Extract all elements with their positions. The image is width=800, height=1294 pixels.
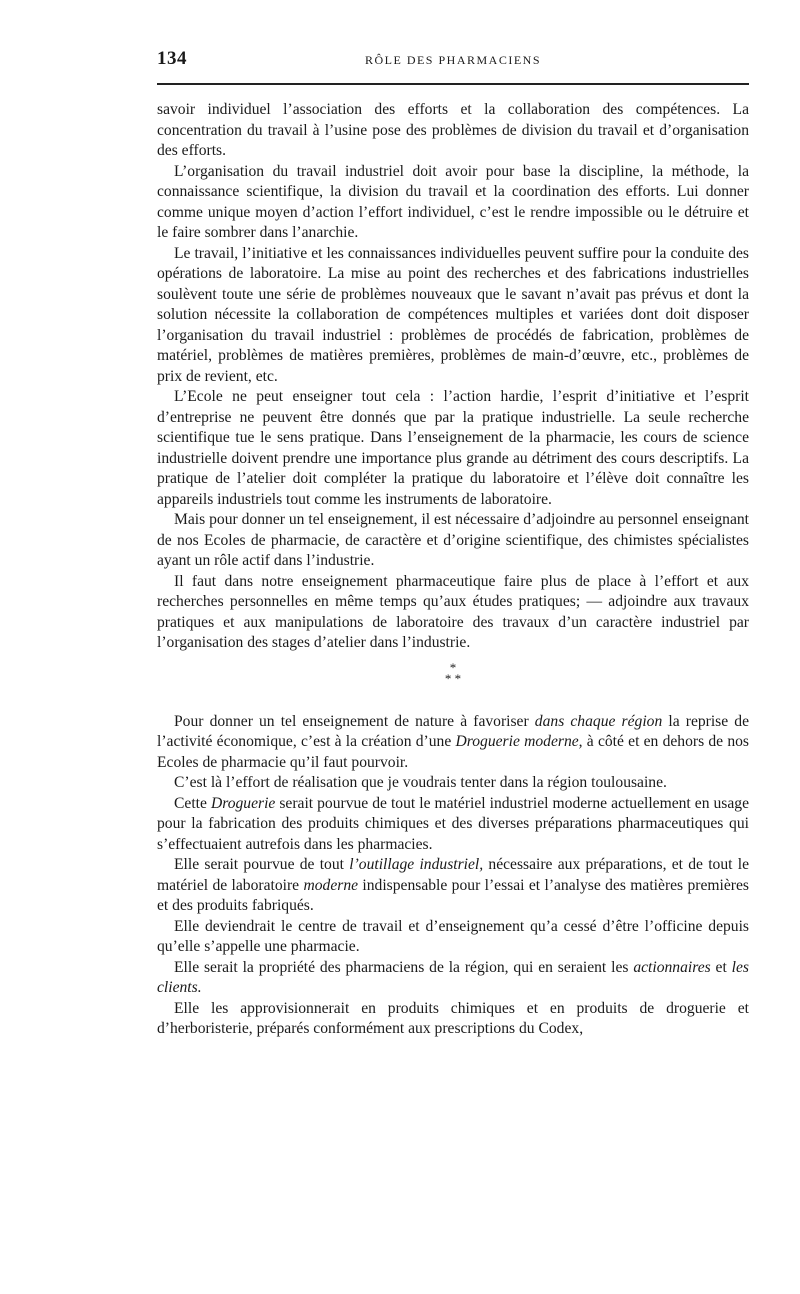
running-head: RÔLE DES PHARMACIENS: [364, 53, 541, 67]
paragraph: [157, 794, 749, 856]
text-run: Elle serait pourvue de tout: [174, 856, 350, 873]
page-header: [157, 46, 749, 74]
italic-run: Droguerie moderne,: [455, 733, 583, 750]
body-text: [157, 100, 749, 1040]
italic-run: Droguerie: [210, 794, 276, 812]
text-run: Elle serait la propriété des pharmaciens de la région, qui en seraient les: [174, 958, 634, 976]
italic-run: dans chaque région: [534, 712, 663, 730]
paragraph: [157, 958, 749, 999]
text-run: Pour donner un tel enseignement de nature à favoriser: [174, 712, 535, 730]
asterism-bottom: * *: [444, 670, 462, 686]
paragraph: Elle deviendrait le centre de travail et d’enseignement qu’a cessé d’être l’officine depuis qu’elle s’appelle une pharmacie.: [157, 917, 749, 955]
paragraph: L’Ecole ne peut enseigner tout cela : l’action hardie, l’esprit d’initiative et l’esprit d’entreprise ne peuvent être donnés que par la pratique industrielle. La seule recherche scientifique tue le sens pratique. Dans l’enseignement de la pharmacie, les cours de science industrielle doivent prendre une importance plus grande au détriment des cours descriptifs. La pratique de l’atelier doit compléter la pratique du laboratoire et l’élève doit connaître les appareils industriels tout comme les instruments de laboratoire.: [157, 388, 749, 508]
text-run: nécessaire aux préparations, et de tout le matériel de laboratoire: [157, 856, 749, 894]
paragraph: Elle les approvisionnerait en produits chimiques et en produits de droguerie et d’herboristerie, préparés conformément aux prescriptions du Codex,: [157, 999, 749, 1037]
asterism-top: *: [449, 659, 457, 675]
italic-run: les clients.: [157, 958, 749, 996]
text-run: indispensable pour l’essai et l’analyse des matières premières et des produits fabriqués.: [157, 876, 749, 914]
text-run: Cette: [174, 794, 211, 812]
page-number: 134: [157, 48, 187, 69]
text-run: serait pourvue de tout le matériel industriel moderne actuellement en usage pour la fabrication des produits chimiques et des diverses préparations pharmaceutiques qui s’effectuaient autrefois dans les pharmacies.: [157, 794, 750, 853]
paragraph: Il faut dans notre enseignement pharmaceutique faire plus de place à l’effort et aux recherches personnelles en même temps qu’aux études pratiques; — adjoindre aux travaux pratiques et aux manipulations de laboratoire des travaux d’un caractère industriel par l’organisation des stages d’atelier dans l’industrie.: [157, 572, 749, 651]
paragraph: L’organisation du travail industriel doit avoir pour base la discipline, la méthode, la connaissance scientifique, la division du travail et la coordination des efforts. Lui donner comme unique moyen d’action l’effort individuel, c’est le rendre impossible ou le détruire et le faire sombrer dans l’anarchie.: [157, 162, 749, 241]
asterism-separator: [157, 659, 749, 686]
paragraph: C’est là l’effort de réalisation que je voudrais tenter dans la région toulousaine.: [174, 774, 667, 791]
paragraph: [157, 855, 749, 917]
paragraph: [157, 712, 749, 774]
header-rule: [157, 83, 749, 85]
text-run: la reprise de l’activité économique, c’est à la création d’une: [157, 712, 750, 750]
italic-run: l’outillage industriel,: [349, 856, 484, 873]
paragraph: Le travail, l’initiative et les connaissances individuelles peuvent suffire pour la conduite des opérations de laboratoire. La mise au point des recherches et des fabrications industrielles soulèvent toute une série de problèmes nouveaux que le savant n’avait pas prévus et dont la solution nécessite la collaboration de compétences multiples et variées dont doit disposer l’organisation du travail industriel : problèmes de procédés de fabrication, problèmes de matériel, problèmes de matières premières, problèmes de main-d’œuvre, etc., problèmes de prix de revient, etc.: [157, 244, 749, 385]
italic-run: moderne: [303, 876, 359, 894]
text-run: à côté et en dehors de nos Ecoles de pharmacie qu’il faut pourvoir.: [157, 733, 749, 771]
paragraph: Mais pour donner un tel enseignement, il est nécessaire d’adjoindre au personnel enseignant de nos Ecoles de pharmacie, de caractère et d’origine scientifique, des chimistes spécialistes ayant un rôle actif dans l’industrie.: [157, 511, 749, 569]
paragraph: savoir individuel l’association des efforts et la collaboration des compétences. La concentration du travail à l’usine pose des problèmes de division du travail et d’organisation des efforts.: [157, 101, 749, 159]
text-run: et: [710, 958, 732, 976]
italic-run: actionnaires: [633, 958, 711, 976]
